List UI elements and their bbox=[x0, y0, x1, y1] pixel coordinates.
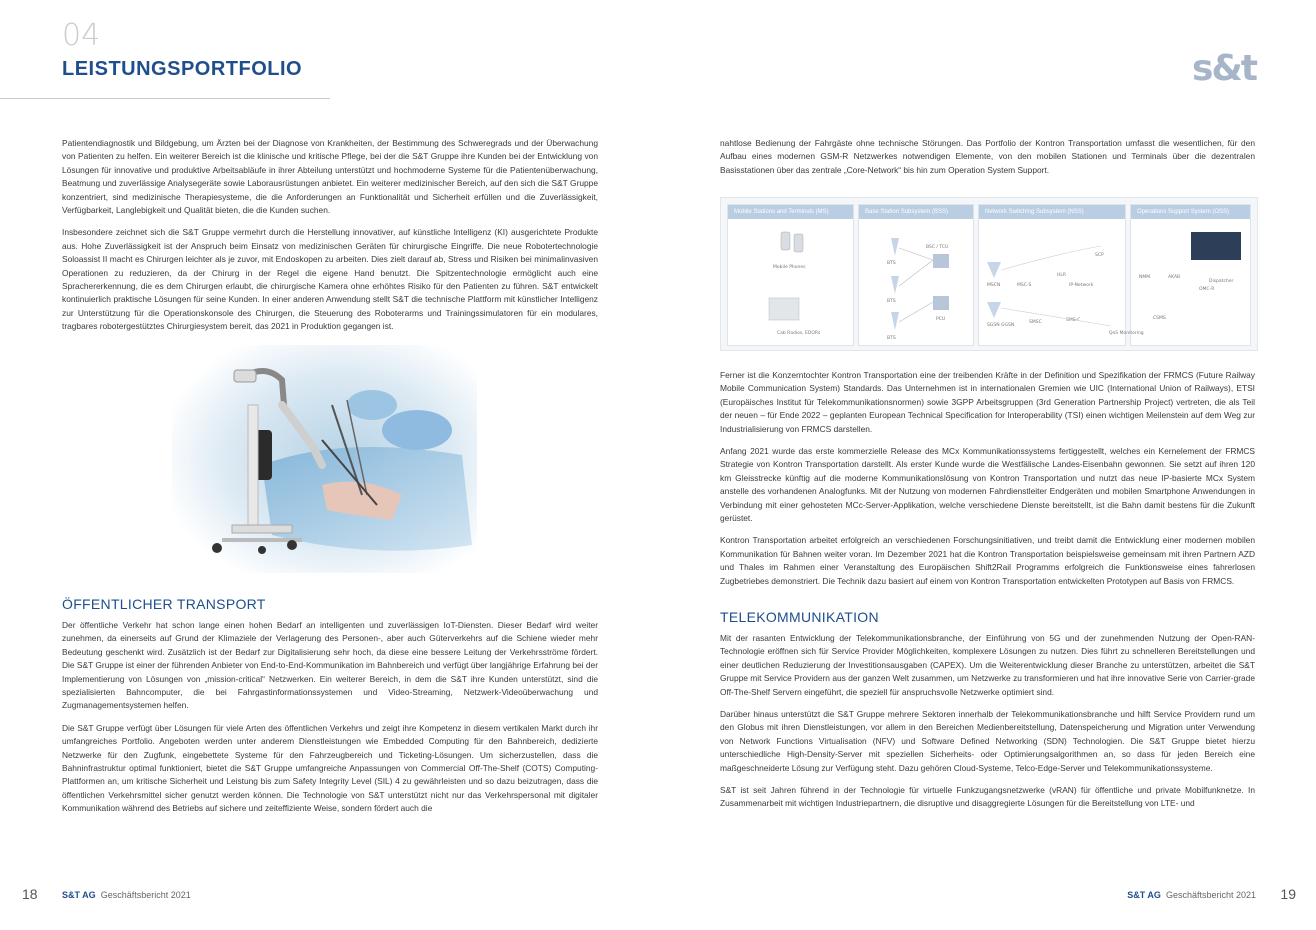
footer-left bbox=[62, 890, 191, 900]
paragraph: S&T ist seit Jahren führend in der Technologie für virtuelle Funkzugangsnetzwerke (vRAN) für öffentliche und private Mobilfunknetze. In Zusammenarbeit mit wichtigen Industriepartnern, die disruptive und disaggregierte Lösungen für die Bereitstellung von LTE- und bbox=[720, 785, 1255, 809]
footer-report: Geschäftsbericht 2021 bbox=[1165, 890, 1256, 900]
panel-title: Mobile Stations and Terminals (MS) bbox=[728, 205, 853, 219]
diagram-label: HLR bbox=[1057, 273, 1067, 278]
paragraph: Der öffentliche Verkehr hat schon lange einen hohen Bedarf an intelligenten und zuverlässigen IoT-Diensten. Dieser Bedarf wird weiter zunehmen, da einerseits auf Grund der Klimaziele der Verlagerung des Personen-, aber auch Güterverkehrs auf die Schiene wieder mehr Bedeutung geschenkt wird. Zusätzlich ist der Bedarf zur Digitalisierung sehr hoch, da diese eine bessere Leitung der Verkehrsströme fördert. Die S&T Gruppe ist einer der führenden Anbieter von End-to-End-Kommunikation im Bahnbereich und verfügt über langjährige Erfahrung bei der Implementierung von Lösungen von „mission-critical“ Netzwerken. Ein weiterer Bereich, in dem die S&T ihre Kunden unterstützt, sind die spezialisierten Bahncomputer, die bei Fahrgastinformationssystemen und Video-Streaming, Netzwerk-Videoüberwachung und Zugmanagementsystemen helfen. bbox=[62, 620, 598, 711]
diagram-label: SMS-C bbox=[1066, 318, 1081, 323]
phone-icon bbox=[781, 232, 790, 250]
network-node-icon bbox=[987, 302, 1001, 318]
section-number: 04 bbox=[62, 18, 101, 53]
diagram-label: BSC / TCU bbox=[926, 245, 949, 250]
heading-telecommunication: TELEKOMMUNIKATION bbox=[720, 609, 879, 625]
page-number-right: 19 bbox=[1280, 886, 1296, 902]
diagram-label: BTS bbox=[887, 299, 896, 304]
footer-report: Geschäftsbericht 2021 bbox=[100, 890, 191, 900]
diagram-graphics bbox=[721, 198, 1257, 350]
left-text-top bbox=[62, 137, 598, 343]
diagram-label: BTS bbox=[887, 261, 896, 266]
phone-icon bbox=[794, 234, 803, 252]
diagram-label: SCP bbox=[1095, 253, 1104, 258]
bts-antenna-icon bbox=[891, 238, 899, 256]
pcu-icon bbox=[933, 296, 949, 310]
paragraph: Anfang 2021 wurde das erste kommerzielle Release des MCx Kommunikationssystems fertiggestellt, welches ein Kernelement der FRMCS Strategie von Kontron Transportation darstellt. Als erster Kunde wurde die Westfälische Landes-Eisenbahn gewonnen. Sie setzt auf ihren 120 km Gleisstrecke künftig auf die moderne Kommunikationslösung von Kontron Transportation und nutzt das neue IP-basierte MCx System anstelle des vorhandenen Analogfunks. Mit der Nutzung von modernen Fahrdienstleiter Endgeräten und mobilen Smartphone Anwendungen in Verbindung mit einer gehosteten MCc-Server-Applikation, welche verschiedene Dienste bereitstellt, ist die Bahn damit bestens für die Zukunft gerüstet. bbox=[720, 446, 1255, 524]
diagram-label: PCU bbox=[936, 317, 946, 322]
paragraph: Kontron Transportation arbeitet erfolgreich an verschiedenen Forschungsinitiativen, und treibt damit die Entwicklung einer modernen mobilen Kommunikation für Bahnen weiter voran. Im Dezember 2021 hat die Kontron Transportation beispielsweise gemeinsam mit ihren Partnern AZD und Thales im Rahmen einer Veranstaltung des Europäischen Shift2Rail Programms erfolgreich die Funktionsweise eines fahrerlosen Zugbetriebes demonstriert. Die Technik dazu basiert auf einem von Kontron Transportation entwickelten Prototypen auf Basis von FRMCS. bbox=[720, 535, 1255, 586]
paragraph: Ferner ist die Konzerntochter Kontron Transportation eine der treibenden Kräfte in der Definition und Spezifikation der FRMCS (Future Railway Mobile Communication System) Standards. Das Unternehmen ist in internationalen Gremien wie UIC (International Union of Railways), ETSI (Europäisches Institut für Telekommunikationsnormen) sowie 3GPP Arbeitsgruppen (3rd Generation Partnership Project) vertreten, die als Teil der neuen – für Ende 2022 – geplanten European Technical Specification for Interoperability (TSI) einen wichtigen Meilenstein auf dem Weg zur Industrialisierung von FRMCS darstellen. bbox=[720, 370, 1255, 434]
paragraph: Patientendiagnostik und Bildgebung, um Ärzten bei der Diagnose von Krankheiten, der Bestimmung des Schweregrads und der Überwachung von Patienten zu helfen. Ein weiterer Bereich ist die klinische und kritische Pflege, bei der die S&T Gruppe ihre Kunden bei der Entwicklung von Lösungen für innovative und produktive Arbeitsabläufe in ihrer Abteilung unterstützt und hochmoderne Systeme für die Patientenüberwachung, Beatmung und zuverlässige Analysegeräte sowie Laborausrüstungen anbietet. Ein weiterer medizinischer Bereich, auf den sich die S&T Gruppe konzentriert, sind medizinische Therapiesysteme, die die Anforderungen an Funktionalität und Sicherheit erfüllen und die Zuverlässigkeit, Verfügbarkeit, Langlebigkeit und Qualität bieten, die die Kunden suchen. bbox=[62, 138, 598, 216]
header-divider bbox=[0, 98, 330, 99]
cab-radio-icon bbox=[769, 298, 799, 320]
network-node-icon bbox=[987, 262, 1001, 278]
diagram-label: Dispatcher bbox=[1209, 279, 1234, 284]
diagram-label: NMM bbox=[1139, 275, 1151, 280]
panel-title: Operations Support System (OSS) bbox=[1131, 205, 1250, 219]
right-text-top bbox=[720, 137, 1255, 186]
diagram-label: IP-Network bbox=[1069, 283, 1094, 288]
gsm-r-network-diagram bbox=[720, 197, 1258, 351]
diagram-label: BTS bbox=[887, 336, 896, 341]
paragraph: Insbesondere zeichnet sich die S&T Gruppe vermehrt durch die Herstellung innovativer, auf künstliche Intelligenz (KI) ausgerichtete Produkte aus. Hohe Zuverlässigkeit ist der Anspruch beim Einsatz von medizinischen Geräten für chirurgische Eingriffe. Die neue Robotertechnologie Soloassist II macht es Chirurgen leichter als je zuvor, mit Endoskopen zu arbeiten. Dies zielt darauf ab, Stress und Risiken bei minimalinvasiven Operationen zu reduzieren, da der Chirurg in der Regel die eigene Hand benutzt. Die Spitzentechnologie ermöglicht auch eine Sprachererkennung, die es dem Chirurgen erlaubt, die chirurgische Kamera ohne erhöhtes Risiko für den Patienten zu führen. S&T entwickelt kontinuierlich praktische Lösungen für seine Kunden. In einer anderen Anwendung stellt S&T die technische Plattform mit künstlicher Intelligenz zur Unterstützung für die Operationskonsole des Chirurgen, die Steuerung des Roboterarms und Trainingssimulatoren für ein modulares, tragbares robotergestütztes Chirurgiesystem bereit, das 2021 in Produktion gegangen ist. bbox=[62, 227, 598, 332]
diagram-label: Cab Radios, EDORs bbox=[777, 331, 821, 336]
panel-title: Network Switching Subsystem (NSS) bbox=[979, 205, 1125, 219]
footer-company: S&T AG bbox=[1127, 890, 1161, 900]
diagram-label: AKAB bbox=[1168, 275, 1181, 280]
diagram-label: QoS Monitoring bbox=[1109, 331, 1144, 336]
right-text-bottom bbox=[720, 632, 1255, 820]
diagram-label: MSCN bbox=[987, 283, 1001, 288]
panel-title: Base Station Subsystem (BSS) bbox=[859, 205, 973, 219]
left-text-bottom bbox=[62, 619, 598, 825]
diagram-label: CSMS bbox=[1153, 316, 1166, 321]
paragraph: Darüber hinaus unterstützt die S&T Gruppe mehrere Sektoren innerhalb der Telekommunikationsbranche und hilft Service Providern rund um den Globus mit ihren Dienstleistungen, vor allem in den Bereichen Medienbereitstellung, Datenspeicherung und Migration unter Verwendung von Network Functions Virtualisation (NFV) und Software Defined Networking (SDN) Technologien. Die S&T Gruppe bietet hierzu unterschiedliche High-Density-Server mit speziellen Sicherheits- oder Optimierungsalgorithmen an, so dass für jeden Bereich eine maßgeschneiderte Lösung zur Verfügung steht. Dazu gehören Cloud-Systeme, Telco-Edge-Server und Telekommunikationssysteme. bbox=[720, 709, 1255, 773]
section-title: LEISTUNGSPORTFOLIO bbox=[62, 58, 303, 80]
diagram-label: SMSC bbox=[1029, 320, 1042, 325]
surgical-robot-image bbox=[172, 345, 477, 573]
bsc-icon bbox=[933, 254, 949, 268]
right-text-mid bbox=[720, 369, 1255, 597]
diagram-label: Mobile Phones bbox=[773, 265, 806, 270]
diagram-label: SGSN GGSN bbox=[987, 323, 1015, 328]
paragraph: nahtlose Bedienung der Fahrgäste ohne technische Störungen. Das Portfolio der Kontron Transportation umfasst die wesentlichen, für den Aufbau eines modernen GSM-R Netzwerkes notwendigen Elemente, von den mobilen Stationen und Terminals über die dezentralen Basisstationen über das zentrale „Core-Network“ bis hin zum Operation System Support. bbox=[720, 138, 1255, 175]
paragraph: Die S&T Gruppe verfügt über Lösungen für viele Arten des öffentlichen Verkehrs und zeigt ihre Kompetenz in diesem vertikalen Markt durch ihr umfangreiches Portfolio. Angeboten werden unter anderem Dienstleistungen wie Embedded Computing für den Bahnbereich, dedizierte Netzwerke für den Zugfunk, eingebettete Systeme für den Fahrzeugbereich und Ticketing-Lösungen. Um sicherzustellen, dass die Bahninfrastruktur optimal funktioniert, bietet die S&T Gruppe umfangreiche Anpassungen von Commercial Off-The-Shelf (COTS) Computing-Plattformen an, um kritische Sicherheit und Leistung bis zum Safety Integrity Level (SIL) 4 zu gewährleisten und so dazu beizutragen, dass die öffentlichen Verkehrsmittel sicher genutzt werden können. Die Technologie von S&T unterstützt nicht nur das Verkehrspersonal mit digitaler Kommunikation während des Betriebs auf sichere und zeiteffiziente Weise, sondern fördert auch die bbox=[62, 722, 598, 814]
bts-antenna-icon bbox=[891, 276, 899, 294]
paragraph: Mit der rasanten Entwicklung der Telekommunikationsbranche, der Einführung von 5G und der zunehmenden Nutzung der Open-RAN-Technologie eröffnen sich für Service Provider Möglichkeiten, komplexere Lösungen zu nutzen. Dies führt zu schnelleren Bereitstellungen und einer deutlichen Reduzierung der Investitionsausgaben (CAPEX). Um die Weiterentwicklung dieser Branche zu unterstützen, arbeitet die S&T Gruppe mit Service Providern aus der ganzen Welt zusammen, um Netzwerke zu transformieren und hat ihre innovative Serie von Carrier-grade Off-The-Shelf Servern eingeführt, die speziell für anspruchsvolle Netzwerke optimiert sind. bbox=[720, 633, 1255, 697]
diagram-label: OMC-R bbox=[1199, 287, 1215, 292]
footer-right bbox=[1127, 890, 1256, 900]
footer-company: S&T AG bbox=[62, 890, 96, 900]
heading-public-transport: ÖFFENTLICHER TRANSPORT bbox=[62, 596, 266, 612]
bts-antenna-icon bbox=[891, 312, 899, 330]
company-logo: s&t bbox=[1191, 48, 1256, 89]
page-number-left: 18 bbox=[22, 886, 38, 902]
diagram-label: MSC-S bbox=[1017, 283, 1032, 288]
dispatcher-screen-icon bbox=[1191, 232, 1241, 260]
